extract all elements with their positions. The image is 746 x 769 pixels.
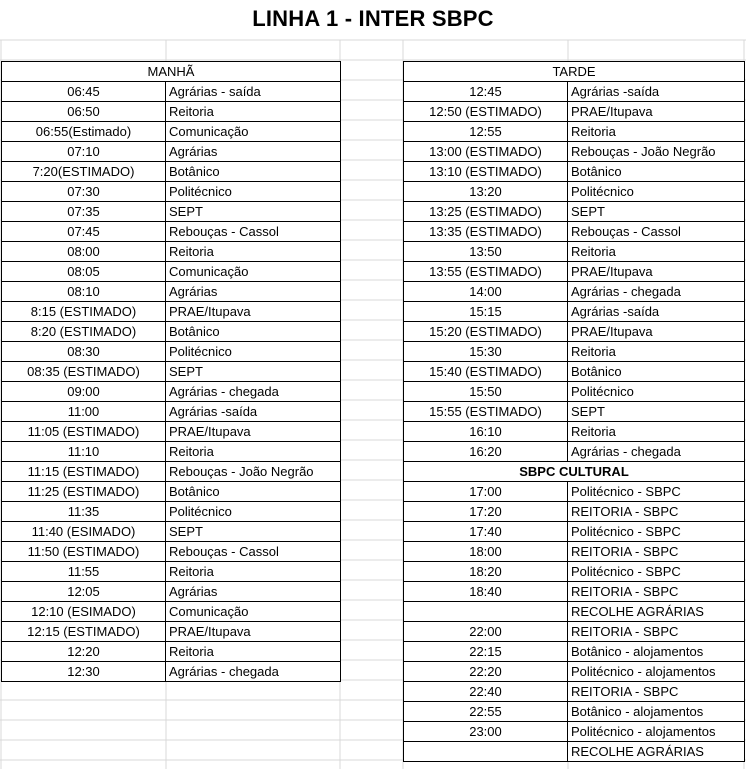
time-cell: 15:30 (404, 342, 568, 362)
location-cell: Agrárias (166, 142, 341, 162)
time-cell: 22:00 (404, 622, 568, 642)
location-cell: Agrárias -saída (568, 82, 745, 102)
time-cell: 08:05 (2, 262, 166, 282)
table-row (2, 402, 341, 422)
time-cell: 12:05 (2, 582, 166, 602)
location-cell: Agrárias (166, 582, 341, 602)
table-row (2, 462, 341, 482)
time-cell: 22:15 (404, 642, 568, 662)
table-row (404, 442, 745, 462)
table-row (2, 82, 341, 102)
location-cell: Botânico (166, 482, 341, 502)
time-cell: 12:10 (ESIMADO) (2, 602, 166, 622)
time-cell: 08:35 (ESTIMADO) (2, 362, 166, 382)
time-cell: 07:45 (2, 222, 166, 242)
table-row (404, 382, 745, 402)
table-row (2, 642, 341, 662)
time-cell: 13:00 (ESTIMADO) (404, 142, 568, 162)
table-row (2, 182, 341, 202)
table-row (2, 122, 341, 142)
location-cell: Politécnico (166, 342, 341, 362)
location-cell: PRAE/Itupava (166, 302, 341, 322)
location-cell: Agrárias - saída (166, 82, 341, 102)
location-cell: Politécnico (166, 182, 341, 202)
location-cell: PRAE/Itupava (568, 262, 745, 282)
time-cell: 12:20 (2, 642, 166, 662)
time-cell: 11:00 (2, 402, 166, 422)
time-cell: 09:00 (2, 382, 166, 402)
location-cell: Reitoria (568, 342, 745, 362)
time-cell: 06:55(Estimado) (2, 122, 166, 142)
table-row (2, 322, 341, 342)
location-cell: Reitoria (166, 562, 341, 582)
table-row (404, 642, 745, 662)
location-cell: Rebouças - João Negrão (166, 462, 341, 482)
table-row (2, 102, 341, 122)
location-cell: REITORIA - SBPC (568, 622, 745, 642)
table-row (404, 522, 745, 542)
location-cell: Rebouças - Cassol (166, 222, 341, 242)
location-cell: Politécnico - SBPC (568, 482, 745, 502)
location-cell: Comunicação (166, 122, 341, 142)
time-cell: 23:00 (404, 722, 568, 742)
table-row (2, 502, 341, 522)
location-cell: Politécnico - alojamentos (568, 722, 745, 742)
table-row (404, 502, 745, 522)
location-cell: Botânico (568, 162, 745, 182)
cultural-header: SBPC CULTURAL (404, 462, 745, 482)
time-cell: 14:00 (404, 282, 568, 302)
time-cell: 08:10 (2, 282, 166, 302)
table-row (2, 302, 341, 322)
time-cell: 8:20 (ESTIMADO) (2, 322, 166, 342)
location-cell: REITORIA - SBPC (568, 502, 745, 522)
table-row (2, 602, 341, 622)
time-cell: 11:40 (ESIMADO) (2, 522, 166, 542)
table-row (2, 242, 341, 262)
location-cell: PRAE/Itupava (166, 622, 341, 642)
table-row (404, 282, 745, 302)
location-cell: Reitoria (166, 242, 341, 262)
table-row (404, 82, 745, 102)
time-cell: 13:55 (ESTIMADO) (404, 262, 568, 282)
table-row (2, 282, 341, 302)
afternoon-schedule-table (403, 61, 745, 762)
location-cell: Agrárias (166, 282, 341, 302)
location-cell: Agrárias - chegada (568, 282, 745, 302)
table-row (404, 242, 745, 262)
table-row (404, 622, 745, 642)
location-cell: Reitoria (166, 442, 341, 462)
location-cell: Politécnico (568, 182, 745, 202)
time-cell: 15:20 (ESTIMADO) (404, 322, 568, 342)
morning-header: MANHÃ (2, 62, 341, 82)
time-cell: 15:40 (ESTIMADO) (404, 362, 568, 382)
time-cell: 12:55 (404, 122, 568, 142)
table-row (404, 342, 745, 362)
location-cell: Botânico - alojamentos (568, 642, 745, 662)
time-cell: 13:25 (ESTIMADO) (404, 202, 568, 222)
morning-header-row (2, 62, 341, 82)
time-cell: 17:40 (404, 522, 568, 542)
table-row (2, 522, 341, 542)
location-cell: Politécnico - SBPC (568, 562, 745, 582)
time-cell: 22:20 (404, 662, 568, 682)
time-cell: 18:20 (404, 562, 568, 582)
table-row (404, 102, 745, 122)
table-row (404, 742, 745, 762)
time-cell: 7:20(ESTIMADO) (2, 162, 166, 182)
time-cell (404, 602, 568, 622)
table-row (2, 542, 341, 562)
table-row (404, 722, 745, 742)
time-cell: 08:30 (2, 342, 166, 362)
location-cell: Comunicação (166, 262, 341, 282)
time-cell: 06:45 (2, 82, 166, 102)
location-cell: SEPT (166, 202, 341, 222)
afternoon-header-row (404, 62, 745, 82)
table-row (2, 202, 341, 222)
location-cell: Rebouças - Cassol (568, 222, 745, 242)
time-cell: 15:55 (ESTIMADO) (404, 402, 568, 422)
table-row (2, 262, 341, 282)
time-cell: 13:20 (404, 182, 568, 202)
time-cell: 11:05 (ESTIMADO) (2, 422, 166, 442)
time-cell: 12:50 (ESTIMADO) (404, 102, 568, 122)
time-cell: 15:15 (404, 302, 568, 322)
time-cell: 13:35 (ESTIMADO) (404, 222, 568, 242)
table-row (404, 402, 745, 422)
location-cell: SEPT (568, 402, 745, 422)
location-cell: Botânico (166, 162, 341, 182)
time-cell: 12:15 (ESTIMADO) (2, 622, 166, 642)
location-cell: PRAE/Itupava (166, 422, 341, 442)
afternoon-header: TARDE (404, 62, 745, 82)
location-cell: SEPT (568, 202, 745, 222)
time-cell: 11:55 (2, 562, 166, 582)
table-row (2, 662, 341, 682)
time-cell: 17:00 (404, 482, 568, 502)
location-cell: Reitoria (568, 422, 745, 442)
table-row (404, 262, 745, 282)
location-cell: SEPT (166, 362, 341, 382)
table-row (404, 682, 745, 702)
location-cell: Politécnico (568, 382, 745, 402)
table-row (404, 602, 745, 622)
table-row (404, 482, 745, 502)
time-cell: 06:50 (2, 102, 166, 122)
time-cell: 8:15 (ESTIMADO) (2, 302, 166, 322)
location-cell: Botânico - alojamentos (568, 702, 745, 722)
table-row (2, 162, 341, 182)
table-row (404, 562, 745, 582)
time-cell: 07:10 (2, 142, 166, 162)
time-cell: 07:30 (2, 182, 166, 202)
table-row (404, 542, 745, 562)
table-row (2, 382, 341, 402)
location-cell: Politécnico (166, 502, 341, 522)
table-row (404, 142, 745, 162)
location-cell: RECOLHE AGRÁRIAS (568, 742, 745, 762)
table-row (404, 222, 745, 242)
location-cell: Agrárias - chegada (568, 442, 745, 462)
location-cell: Agrárias - chegada (166, 662, 341, 682)
location-cell: Botânico (568, 362, 745, 382)
location-cell: Politécnico - alojamentos (568, 662, 745, 682)
time-cell: 16:20 (404, 442, 568, 462)
time-cell: 11:25 (ESTIMADO) (2, 482, 166, 502)
location-cell: Reitoria (568, 122, 745, 142)
table-row (2, 342, 341, 362)
table-row (404, 582, 745, 602)
time-cell: 18:00 (404, 542, 568, 562)
table-row (404, 662, 745, 682)
table-row (404, 182, 745, 202)
location-cell: SEPT (166, 522, 341, 542)
time-cell: 12:45 (404, 82, 568, 102)
cultural-header-row (404, 462, 745, 482)
location-cell: Comunicação (166, 602, 341, 622)
location-cell: Agrárias -saída (568, 302, 745, 322)
time-cell: 13:50 (404, 242, 568, 262)
time-cell: 15:50 (404, 382, 568, 402)
time-cell: 11:10 (2, 442, 166, 462)
location-cell: REITORIA - SBPC (568, 682, 745, 702)
location-cell: Agrárias - chegada (166, 382, 341, 402)
time-cell: 11:50 (ESTIMADO) (2, 542, 166, 562)
location-cell: PRAE/Itupava (568, 102, 745, 122)
time-cell: 12:30 (2, 662, 166, 682)
table-row (404, 362, 745, 382)
location-cell: Agrárias -saída (166, 402, 341, 422)
table-row (404, 122, 745, 142)
table-row (2, 362, 341, 382)
table-row (2, 482, 341, 502)
time-cell: 22:40 (404, 682, 568, 702)
morning-schedule-table (1, 61, 341, 682)
time-cell: 11:15 (ESTIMADO) (2, 462, 166, 482)
time-cell: 16:10 (404, 422, 568, 442)
location-cell: Rebouças - Cassol (166, 542, 341, 562)
table-row (404, 302, 745, 322)
location-cell: Reitoria (166, 102, 341, 122)
page-title: LINHA 1 - INTER SBPC (252, 6, 494, 31)
time-cell: 07:35 (2, 202, 166, 222)
location-cell: Botânico (166, 322, 341, 342)
location-cell: Rebouças - João Negrão (568, 142, 745, 162)
time-cell: 11:35 (2, 502, 166, 522)
table-row (2, 142, 341, 162)
table-row (2, 622, 341, 642)
time-cell: 18:40 (404, 582, 568, 602)
location-cell: REITORIA - SBPC (568, 542, 745, 562)
table-row (2, 222, 341, 242)
table-row (2, 442, 341, 462)
table-row (404, 202, 745, 222)
time-cell (404, 742, 568, 762)
location-cell: Reitoria (568, 242, 745, 262)
location-cell: Reitoria (166, 642, 341, 662)
location-cell: PRAE/Itupava (568, 322, 745, 342)
time-cell: 13:10 (ESTIMADO) (404, 162, 568, 182)
table-row (404, 162, 745, 182)
table-row (2, 582, 341, 602)
table-row (404, 422, 745, 442)
table-row (2, 562, 341, 582)
location-cell: RECOLHE AGRÁRIAS (568, 602, 745, 622)
table-row (404, 702, 745, 722)
location-cell: Politécnico - SBPC (568, 522, 745, 542)
location-cell: REITORIA - SBPC (568, 582, 745, 602)
table-row (404, 322, 745, 342)
time-cell: 22:55 (404, 702, 568, 722)
time-cell: 08:00 (2, 242, 166, 262)
time-cell: 17:20 (404, 502, 568, 522)
table-row (2, 422, 341, 442)
